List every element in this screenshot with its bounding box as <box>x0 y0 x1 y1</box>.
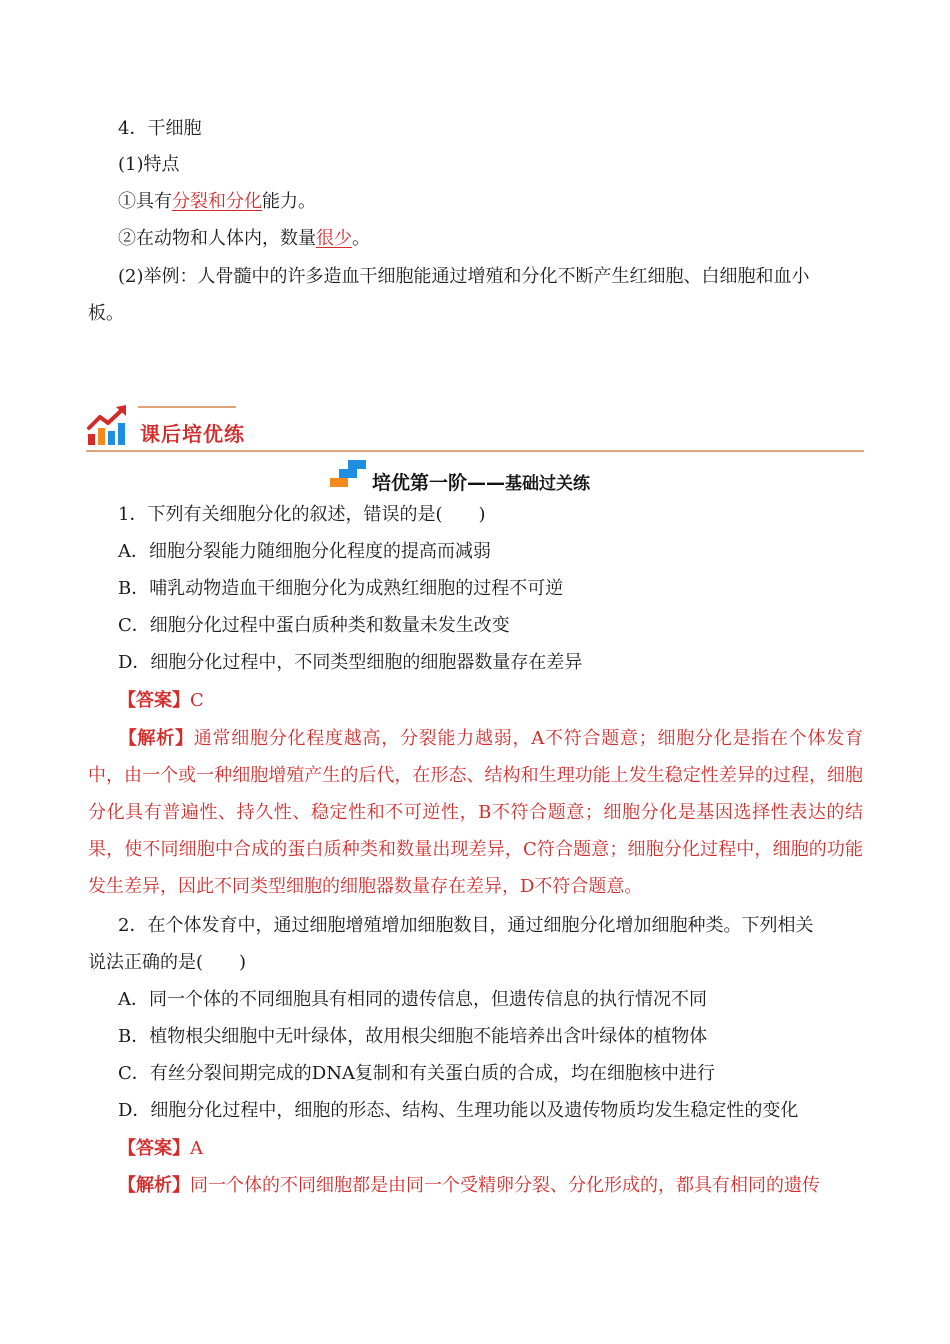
section-heading: 4．干细胞 <box>118 118 202 139</box>
feature-point-2 <box>118 226 370 252</box>
q1-option-a: A．细胞分裂能力随细胞分化程度的提高而减弱 <box>118 541 491 562</box>
q2-answer <box>118 1136 203 1162</box>
q2-answer-tag: 【答案】 <box>118 1138 190 1159</box>
q1-option-b: B．哺乳动物造血干细胞分化为成熟红细胞的过程不可逆 <box>118 578 564 599</box>
point1-key: 分裂和分化 <box>172 191 262 212</box>
q2-explain-text: 同一个体的不同细胞都是由同一个受精卵分裂、分化形成的，都具有相同的遗传 <box>190 1175 820 1196</box>
q1-answer-value: C <box>190 690 204 711</box>
q2-option-a: A．同一个体的不同细胞具有相同的遗传信息，但遗传信息的执行情况不同 <box>118 989 707 1010</box>
feature-point-1 <box>118 189 316 215</box>
level-title-sub: 基础过关练 <box>505 474 591 494</box>
q2-option-d: D．细胞分化过程中，细胞的形态、结构、生理功能以及遗传物质均发生稳定性的变化 <box>118 1100 799 1121</box>
q1-answer <box>118 688 204 714</box>
q1-stem: 1．下列有关细胞分化的叙述，错误的是( ) <box>118 504 486 525</box>
q1-option-d: D．细胞分化过程中，不同类型细胞的细胞器数量存在差异 <box>118 652 583 673</box>
stairs-icon <box>330 458 370 492</box>
point2-suffix: 。 <box>352 228 370 249</box>
point1-suffix: 能力。 <box>262 191 316 212</box>
q2-stem-line-2: 说法正确的是( ) <box>88 952 247 973</box>
point2-key: 很少 <box>316 228 352 249</box>
q1-option-c: C．细胞分化过程中蛋白质种类和数量未发生改变 <box>118 615 510 636</box>
point1-prefix: ①具有 <box>118 191 172 212</box>
q2-explain-tag: 【解析】 <box>118 1175 190 1196</box>
q1-explain-text: 通常细胞分化程度越高，分裂能力越弱，A不符合题意；细胞分化是指在个体发育中，由一个或一种细胞增殖产生的后代，在形态、结构和生理功能上发生稳定性差异的过程，细胞分化具有普遍性、持久性、稳定性和不可逆性，B不符合题意；细胞分化是基因选择性表达的结果，使不同细胞中合成的蛋白质种类和数量出现差异，C符合题意；细胞分化过程中，细胞的功能发生差异，因此不同类型细胞的细胞器数量存在差异，D不符合题意。 <box>88 728 863 897</box>
q1-explanation <box>88 720 863 905</box>
chart-growth-icon <box>86 404 130 448</box>
example-line-2: 板。 <box>88 303 124 324</box>
banner-top-rule <box>138 406 236 408</box>
feature-label: (1)特点 <box>118 154 180 175</box>
level-title-main: 培优第一阶—— <box>372 472 506 494</box>
q2-option-b: B．植物根尖细胞中无叶绿体，故用根尖细胞不能培养出含叶绿体的植物体 <box>118 1026 708 1047</box>
q2-option-c: C．有丝分裂间期完成的DNA复制和有关蛋白质的合成，均在细胞核中进行 <box>118 1063 715 1084</box>
q2-explanation <box>118 1173 820 1199</box>
example-line-1: (2)举例：人骨髓中的许多造血干细胞能通过增殖和分化不断产生红细胞、白细胞和血小 <box>118 266 810 287</box>
banner-title: 课后培优练 <box>140 422 245 446</box>
q1-explain-tag: 【解析】 <box>118 728 194 749</box>
q2-stem-line-1: 2．在个体发育中，通过细胞增殖增加细胞数目，通过细胞分化增加细胞种类。下列相关 <box>118 915 814 936</box>
point2-prefix: ②在动物和人体内，数量 <box>118 228 316 249</box>
q2-answer-value: A <box>190 1138 203 1159</box>
q1-answer-tag: 【答案】 <box>118 690 190 711</box>
level-title <box>372 468 590 495</box>
section-banner <box>86 404 864 454</box>
banner-bottom-rule <box>86 450 864 452</box>
